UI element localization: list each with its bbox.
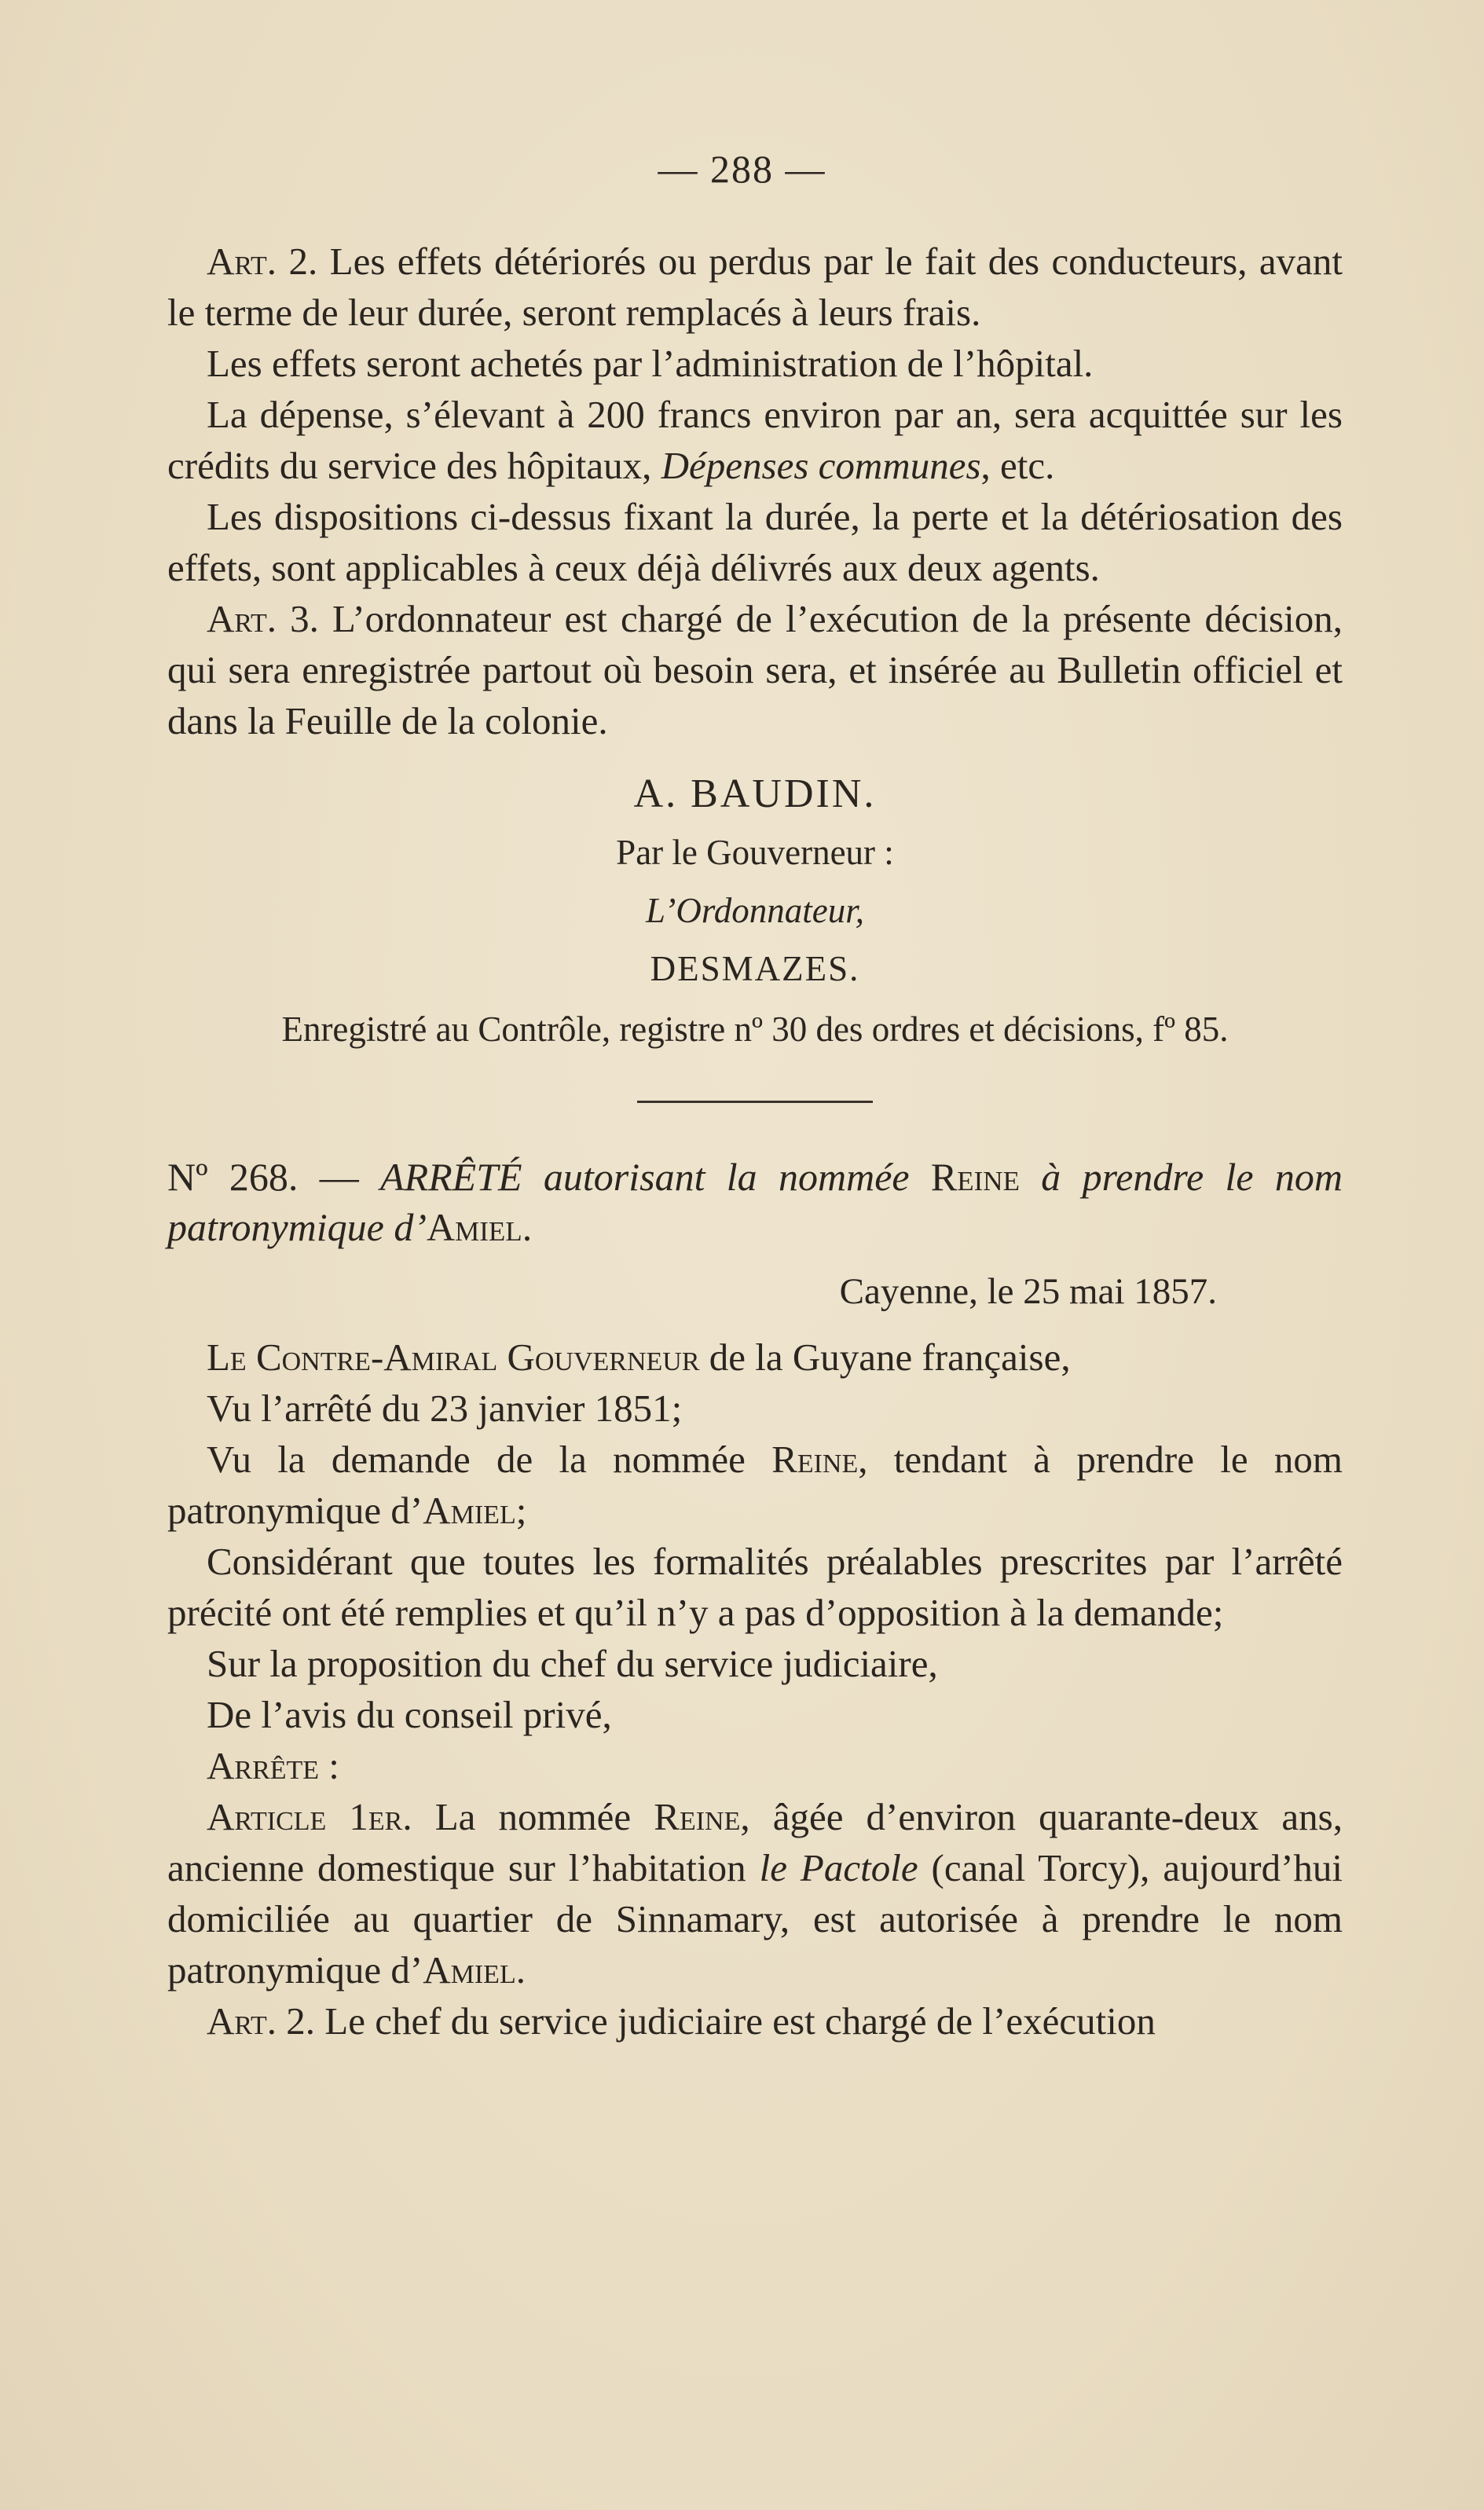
vu-demande-paragraph: Vu la demande de la nommée Reine, tendant à prendre le nom patronymique d’Amiel; bbox=[167, 1438, 1343, 1532]
governor-line: Le Contre-Amiral Gouverneur de la Guyane française, bbox=[207, 1336, 1071, 1379]
provisions-paragraph: Les dispositions ci-dessus fixant la durée, la perte et la détériosation des effets, sont applicables à ceux déjà délivrés aux deux agents. bbox=[167, 495, 1343, 589]
purchase-paragraph: Les effets seront achetés par l’administration de l’hôpital. bbox=[207, 342, 1094, 385]
arrete-label: Arrête : bbox=[207, 1744, 339, 1787]
signature-signer: DESMAZES. bbox=[650, 949, 860, 988]
article-2-arrete-paragraph: Art. 2. Le chef du service judiciaire est chargé de l’exécution bbox=[207, 1999, 1156, 2043]
registration-note: Enregistré au Contrôle, registre nº 30 des ordres et décisions, fº 85. bbox=[281, 1009, 1229, 1049]
arrete-heading: Nº 268. — ARRÊTÉ autorisant la nommée Reine à prendre le nom patronymique d’Amiel. bbox=[167, 1155, 1343, 1249]
place-date: Cayenne, le 25 mai 1857. bbox=[839, 1271, 1217, 1312]
signature-name: A. BAUDIN. bbox=[633, 771, 877, 816]
article-1-paragraph: Article 1er. La nommée Reine, âgée d’environ quarante-deux ans, ancienne domestique sur l’habitation le Pactole (canal Torcy), aujourd’hui domiciliée au quartier de Sinnamary, est autorisée à prendre le nom patronymique d’Amiel. bbox=[167, 1795, 1343, 1992]
signature-par: Par le Gouverneur : bbox=[616, 833, 894, 872]
avis-paragraph: De l’avis du conseil privé, bbox=[207, 1693, 612, 1736]
proposition-paragraph: Sur la proposition du chef du service judiciaire, bbox=[207, 1642, 938, 1685]
decision-continuation bbox=[167, 236, 1343, 2046]
article-label: Art. 3. bbox=[207, 597, 319, 640]
signature-role: L’Ordonnateur, bbox=[646, 891, 864, 930]
article-label: Art. 2. bbox=[207, 240, 318, 283]
page-number: — 288 — bbox=[658, 147, 826, 191]
expense-paragraph: La dépense, s’élevant à 200 francs environ par an, sera acquittée sur les crédits du service des hôpitaux, Dépenses communes, etc. bbox=[167, 393, 1343, 487]
considerant-paragraph: Considérant que toutes les formalités préalables prescrites par l’arrêté précité ont été remplies et qu’il n’y a pas d’opposition à la demande; bbox=[167, 1540, 1343, 1634]
article-3-paragraph: Art. 3. L’ordonnateur est chargé de l’exécution de la présente décision, qui sera enregistrée partout où besoin sera, et insérée au Bulletin officiel et dans la Feuille de la colonie. bbox=[167, 597, 1343, 742]
article-2-paragraph: Art. 2. Les effets détériorés ou perdus par le fait des conducteurs, avant le terme de leur durée, seront remplacés à leurs frais. bbox=[167, 240, 1343, 334]
vu-arrete-paragraph: Vu l’arrêté du 23 janvier 1851; bbox=[207, 1387, 683, 1430]
